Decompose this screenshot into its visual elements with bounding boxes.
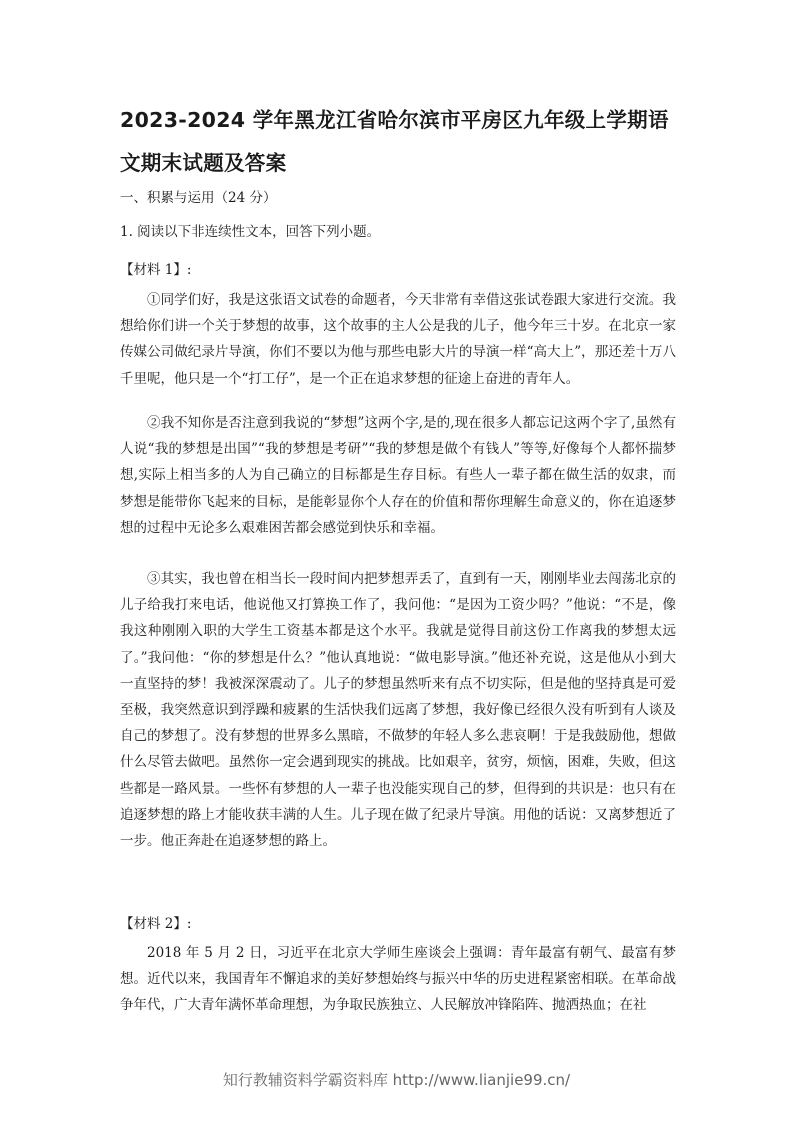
material-2-label: 【材料 2】: (120, 916, 192, 932)
material-1-label: 【材料 1】: (120, 262, 192, 278)
question-prompt: 1. 阅读以下非连续性文本，回答下列小题。 (120, 224, 381, 240)
document-title: 2023-2024 学年黑龙江省哈尔滨市平房区九年级上学期语文期末试题及答案 (120, 108, 669, 175)
material-2-paragraph: 2018 年 5 月 2 日，习近平在北京大学师生座谈会上强调：青年最富有朝气、最富有梦想。近代以来，我国青年不懈追求的美好梦想始终与振兴中华的历史进程紧密相联。在革命战争年代，广大青年满怀革命理想，为争取民族独立、人民解放冲锋陷阵、抛洒热血；在社 (120, 945, 676, 1014)
material-1-paragraph-3: ③其实，我也曾在相当长一段时间内把梦想弄丢了，直到有一天，刚刚毕业去闯荡北京的儿子给我打来电话，他说他又打算换工作了，我问他：“是因为工资少吗？”他说：“不是，像我这种刚刚入职的大学生工资基本都是这个水平。我就是觉得目前这份工作离我的梦想太远了。”我问他：“你的梦想是什么？”他认真地说：“做电影导演。”他还补充说，这是他从小到大一直坚持的梦！我被深深震动了。儿子的梦想虽然听来有点不切实际，但是他的坚持真是可爱至极，我突然意识到浮躁和疲累的生活快我们远离了梦想，我好像已经很久没有听到有人谈及自己的梦想了。没有梦想的世界多么黑暗，不做梦的年轻人多么悲哀啊！于是我鼓励他，想做什么尽管去做吧。虽然你一定会遇到现实的挑战。比如艰辛，贫穷，烦恼，困难，失败，但这些都是一路风景。一些怀有梦想的人一辈子也没能实现自己的梦，但得到的共识是：也只有在追逐梦想的路上才能收获丰满的人生。儿子现在做了纪录片导演。用他的话说：又离梦想近了一步。他正奔赴在追逐梦想的路上。 (120, 571, 676, 850)
footer-watermark[interactable]: 知行教辅资料学霸资料库 http://www.lianjie99.cn/ (222, 1071, 571, 1089)
material-1-paragraph-2: ②我不知你是否注意到我说的“梦想”这两个字,是的,现在很多人都忘记这两个字了,虽然有人说“我的梦想是出国”“我的梦想是考研”“我的梦想是做个有钱人”等等,好像每个人都怀揣梦想,实际上相当多的人为自己确立的目标都是生存目标。有些人一辈子都在做生活的奴隶，而梦想是能带你飞起来的目标，是能彰显你个人存在的价值和帮你理解生命意义的，你在追逐梦想的过程中无论多么艰难困苦都会感觉到快乐和幸福。 (120, 415, 676, 536)
section-heading: 一、积累与运用（24 分） (120, 190, 277, 206)
material-1-paragraph-1: ①同学们好，我是这张语文试卷的命题者，今天非常有幸借这张试卷跟大家进行交流。我想给你们讲一个关于梦想的故事，这个故事的主人公是我的儿子，他今年三十岁。在北京一家传媒公司做纪录片导演，你们不要以为他与那些电影大片的导演一样“高大上”，那还差十万八千里呢，他只是一个“打工仔”，是一个正在追求梦想的征途上奋进的青年人。 (120, 292, 676, 387)
